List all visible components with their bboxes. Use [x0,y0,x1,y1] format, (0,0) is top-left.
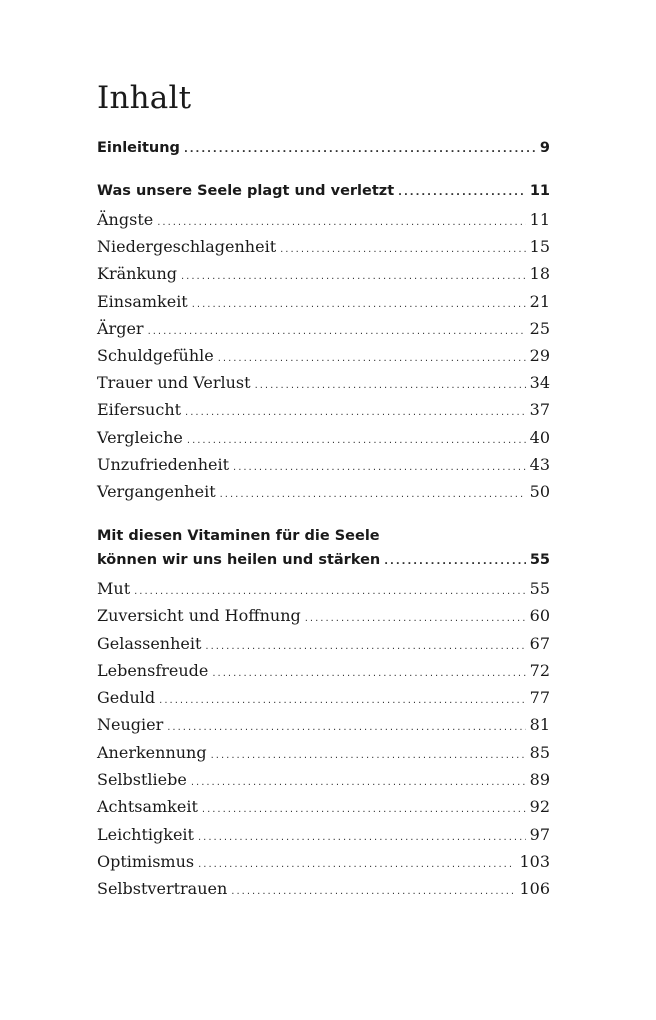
dot-leader [211,750,526,761]
dot-leader [233,462,526,473]
dot-leader [212,668,525,679]
toc-entry [97,634,550,658]
toc-section-heading-line: Mit diesen Vitaminen für die Seele [97,528,380,544]
toc-page-number: 89 [529,770,550,789]
dot-leader [198,859,515,870]
toc-page-number: 81 [529,715,550,734]
toc-entry [97,455,550,479]
dot-leader [384,556,526,567]
toc-page-number: 72 [529,661,550,680]
toc-entry [97,715,550,739]
toc-entry [97,210,550,234]
toc-entry [97,661,550,685]
dot-leader [157,217,525,228]
toc-entry [97,264,550,288]
toc-label: Was unsere Seele plagt und verletzt [97,183,395,199]
toc-page-number: 85 [529,743,550,762]
toc-section-heading [97,183,550,207]
toc-page-number: 21 [529,292,550,311]
toc-label: Ängste [97,210,154,229]
toc-page-number: 40 [529,428,550,447]
toc-label: Gelassenheit [97,634,202,653]
dot-leader [305,613,526,624]
toc-label: Unzufriedenheit [97,455,230,474]
toc-page-number: 77 [529,688,550,707]
toc-entry [97,237,550,261]
dot-leader [202,804,526,815]
toc-entry [97,428,550,452]
toc-label: Selbstliebe [97,770,187,789]
toc-section-heading [97,552,550,576]
toc-label: Zuversicht und Hoffnung [97,606,301,625]
toc-page-number: 11 [529,210,550,229]
toc-page-number: 25 [529,319,550,338]
page-title: Inhalt [97,80,192,116]
toc-label: Vergleiche [97,428,183,447]
toc-entry [97,825,550,849]
toc-page-number: 15 [529,237,550,256]
toc-entry [97,482,550,506]
dot-leader [181,271,526,282]
toc-label: Eifersucht [97,400,182,419]
dot-leader [187,435,526,446]
toc-page-number: 103 [519,852,550,871]
toc-entry [97,579,550,603]
dot-leader [255,380,526,391]
toc-label: Neugier [97,715,164,734]
toc-label: Vergangenheit [97,482,216,501]
toc-label: Niedergeschlagenheit [97,237,277,256]
toc-page-number: 11 [529,183,550,199]
dot-leader [191,777,526,788]
toc-entry [97,688,550,712]
toc-label: Geduld [97,688,156,707]
dot-leader [184,144,536,155]
toc-page-number: 37 [529,400,550,419]
toc-label: Lebensfreude [97,661,209,680]
dot-leader [198,832,526,843]
toc-entry [97,770,550,794]
toc-label: Mut [97,579,131,598]
toc-label: Anerkennung [97,743,207,762]
toc-page-number: 60 [529,606,550,625]
toc-entry [97,606,550,630]
toc-label: Kränkung [97,264,177,283]
toc-label: Achtsamkeit [97,797,198,816]
toc-entry [97,743,550,767]
dot-leader [218,353,526,364]
toc-entry [97,852,550,876]
toc-label: Einsamkeit [97,292,188,311]
toc-label: Einleitung [97,140,180,156]
toc-label: Optimismus [97,852,195,871]
toc-entry [97,319,550,343]
toc-page-number: 29 [529,346,550,365]
toc-entry [97,879,550,903]
toc-page-number: 55 [529,579,550,598]
toc-label: können wir uns heilen und stärken [97,552,381,568]
toc-entry [97,373,550,397]
dot-leader [192,299,526,310]
toc-page-number: 34 [529,373,550,392]
toc-page-number: 67 [529,634,550,653]
dot-leader [205,641,525,652]
toc-page-number: 106 [519,879,550,898]
toc-entry [97,292,550,316]
toc-label: Schuldgefühle [97,346,214,365]
toc-page-number: 9 [539,140,550,156]
toc-label: Trauer und Verlust [97,373,251,392]
dot-leader [398,187,526,198]
dot-leader [159,695,525,706]
toc-page-number: 18 [529,264,550,283]
toc-entry [97,797,550,821]
dot-leader [167,722,525,733]
dot-leader [220,489,526,500]
toc-label: Ärger [97,319,144,338]
dot-leader [148,326,526,337]
dot-leader [185,407,526,418]
toc-page-number: 92 [529,797,550,816]
toc-label: Selbstvertrauen [97,879,228,898]
toc-entry [97,400,550,424]
toc-entry [97,346,550,370]
toc-label: Leichtigkeit [97,825,194,844]
dot-leader [280,244,526,255]
toc-page-number: 43 [529,455,550,474]
toc-section-intro [97,140,550,164]
dot-leader [231,886,515,897]
toc-page-number: 55 [529,552,550,568]
dot-leader [134,586,526,597]
toc-page-number: 97 [529,825,550,844]
toc-page-number: 50 [529,482,550,501]
